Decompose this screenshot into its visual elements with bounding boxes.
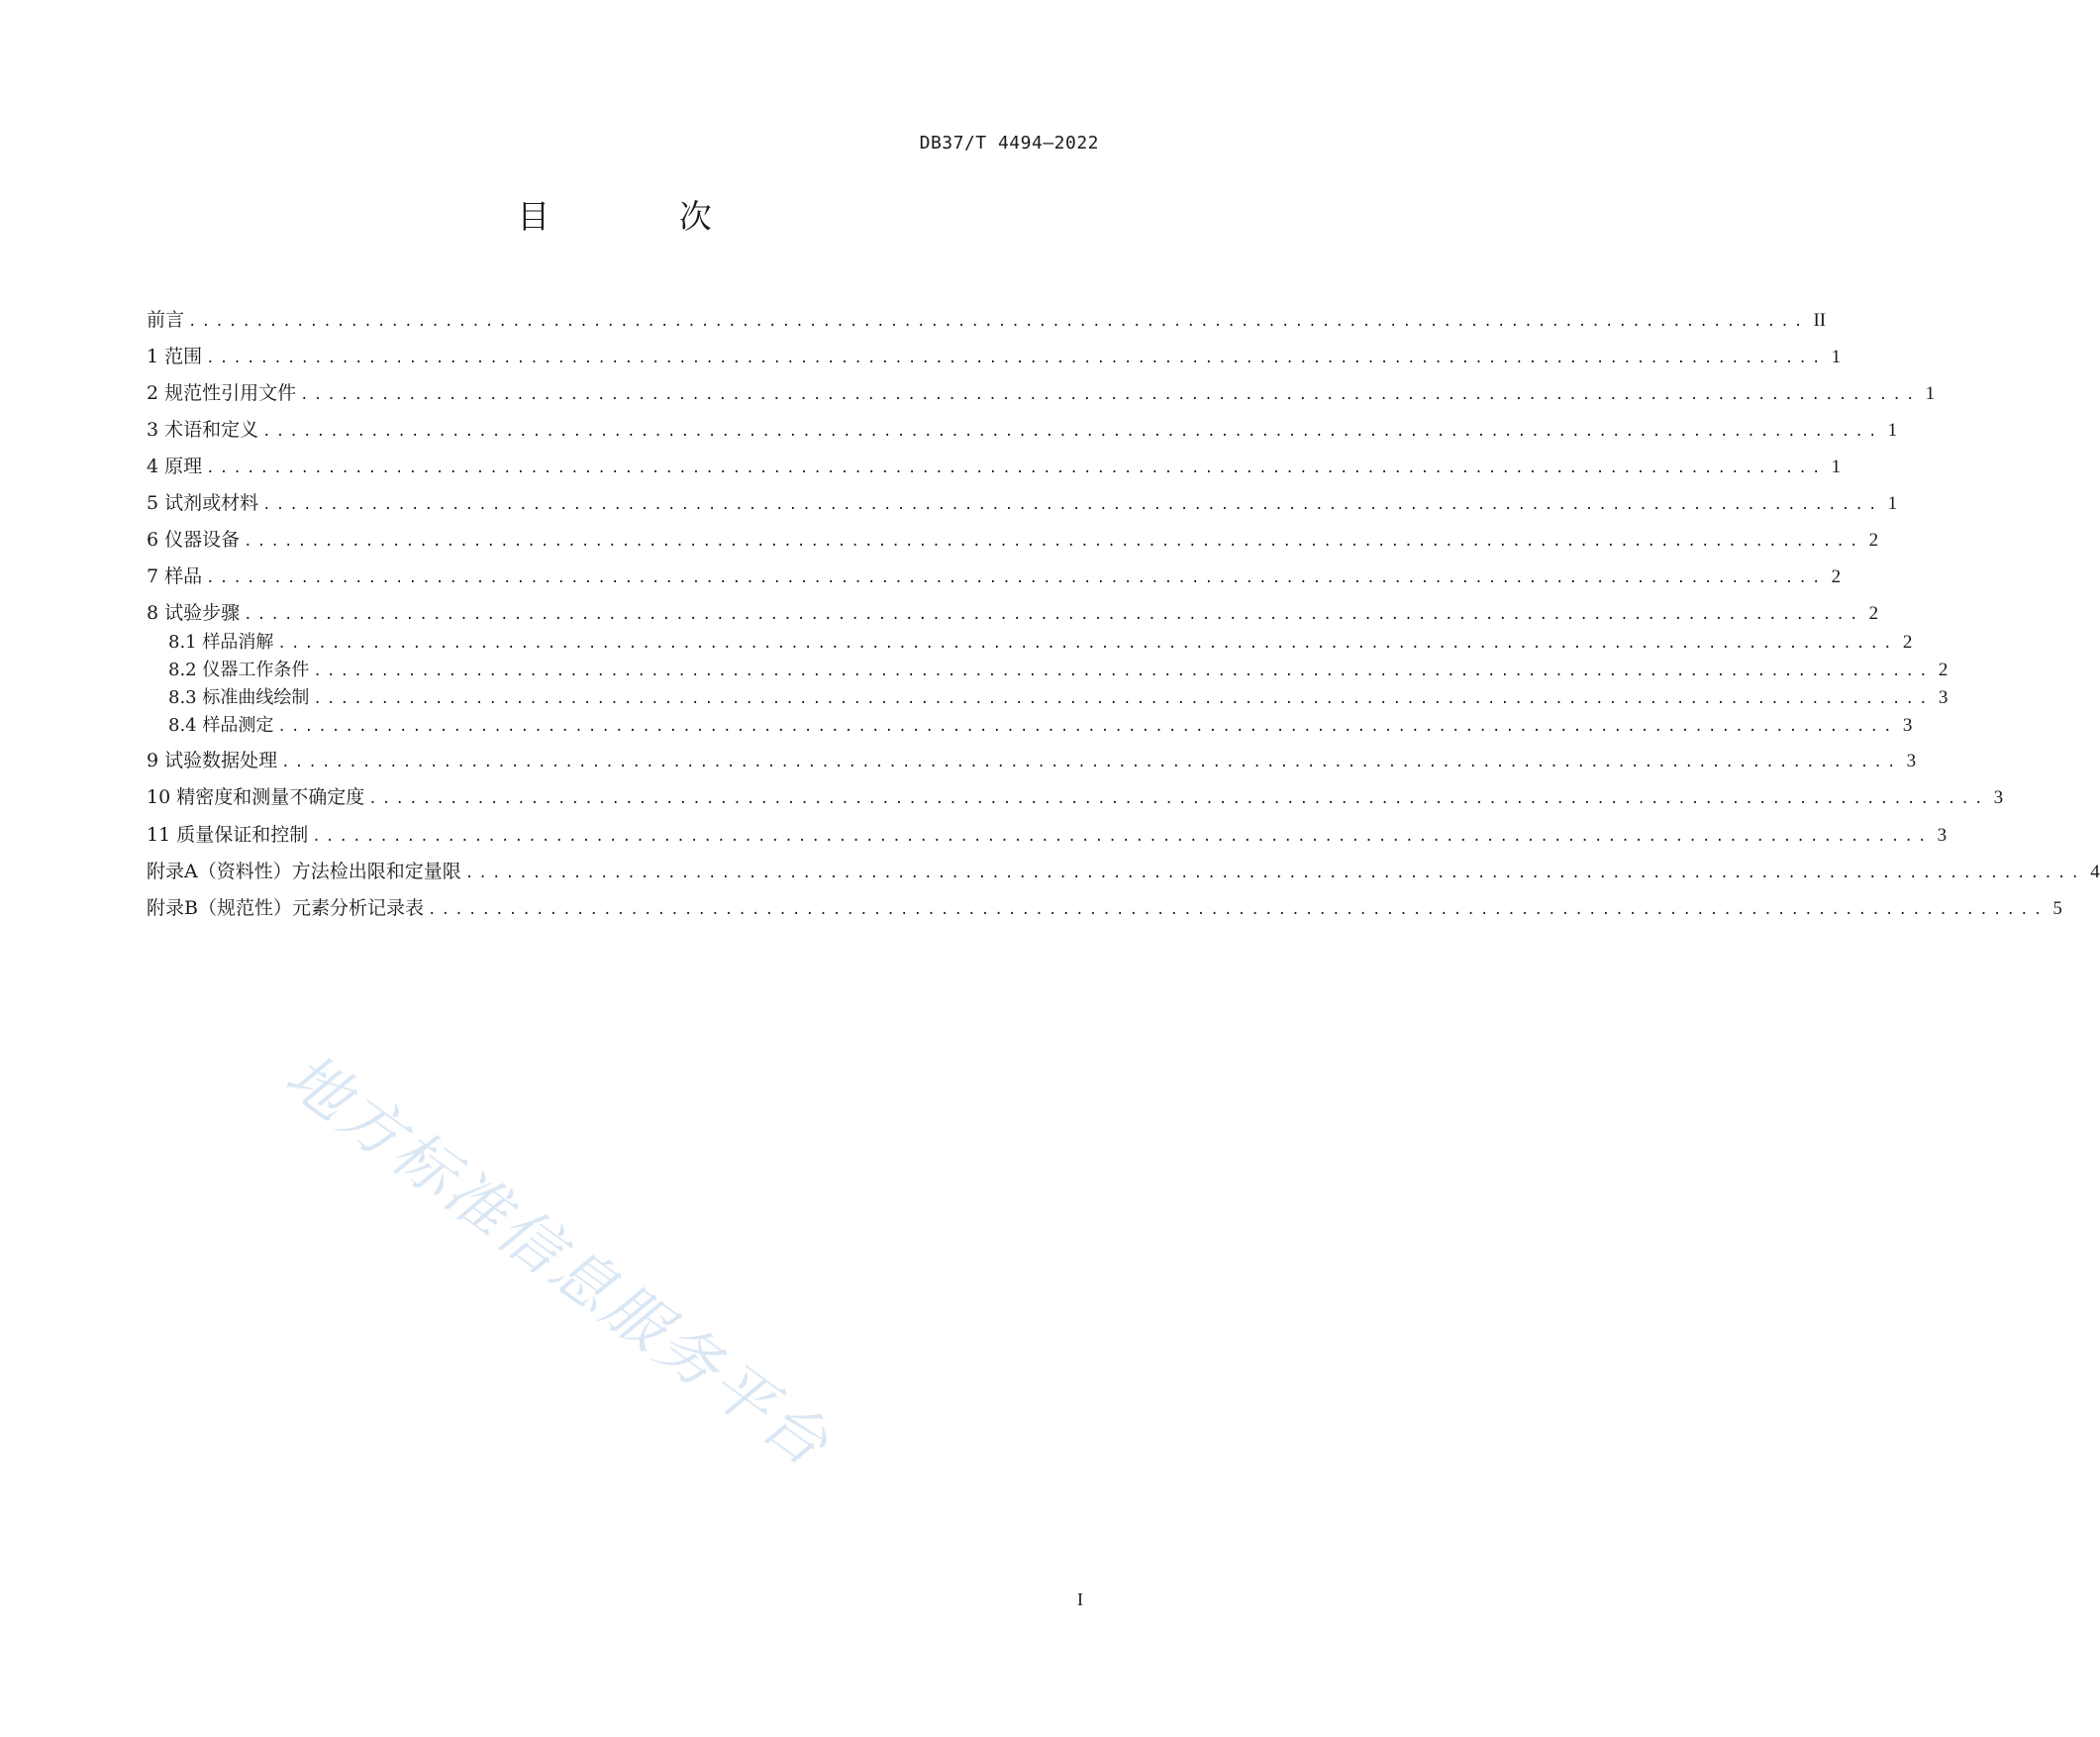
toc-entry[interactable] [147, 748, 1917, 773]
toc-label: 8 试验步骤 [147, 602, 241, 624]
toc-leader-dots: ........................................................................................................................ [313, 664, 1933, 679]
toc-leader-dots: ........................................................................................................................ [427, 902, 2048, 918]
toc-subentry[interactable] [168, 630, 1913, 656]
toc-page: 2 [1868, 603, 1879, 624]
toc-leader-dots: ........................................................................................................................ [281, 755, 1901, 770]
toc-leader-dots: ........................................................................................................................ [206, 570, 1826, 586]
toc-leader-dots: ........................................................................................................................ [188, 314, 1808, 330]
toc-leader-dots: ........................................................................................................................ [244, 607, 1863, 623]
toc-page: 1 [1887, 493, 1898, 514]
toc-page: 3 [1902, 715, 1913, 736]
toc-entry[interactable] [147, 417, 1898, 443]
toc-page: 3 [1993, 787, 2004, 808]
toc-leader-dots: ........................................................................................................................ [300, 387, 1920, 403]
watermark: 地方标准信息服务平台 [272, 1039, 845, 1482]
toc-leader-dots: ........................................................................................................................ [262, 424, 1882, 440]
toc-leader-dots: ........................................................................................................................ [312, 829, 1932, 845]
page-title: 目 次 [517, 197, 771, 236]
toc-entry[interactable] [147, 784, 2004, 810]
toc-page: 1 [1925, 383, 1936, 404]
toc-page: 3 [1906, 751, 1917, 771]
toc-label: 8.1 样品消解 [168, 632, 274, 653]
toc-leader-dots: ........................................................................................................................ [313, 691, 1933, 707]
toc-label: 8.3 标准曲线绘制 [168, 687, 310, 708]
toc-entry[interactable] [147, 380, 1936, 406]
toc-entry[interactable] [147, 490, 1898, 516]
toc-subentry[interactable] [168, 658, 1949, 683]
doc-code: DB37/T 4494—2022 [919, 133, 1099, 153]
toc-leader-dots: ........................................................................................................................ [262, 497, 1882, 513]
toc-leader-dots: ........................................................................................................................ [464, 866, 2085, 881]
toc-entry[interactable] [147, 527, 1879, 553]
toc-entry[interactable] [147, 822, 1948, 848]
toc-page: 2 [1902, 632, 1913, 653]
toc-label: 8.2 仪器工作条件 [168, 660, 310, 680]
toc-leader-dots: ........................................................................................................................ [368, 791, 1988, 807]
toc-label: 5 试剂或材料 [147, 492, 259, 514]
toc-entry[interactable] [147, 454, 1842, 479]
toc-label: 9 试验数据处理 [147, 750, 278, 771]
toc-label: 11 质量保证和控制 [147, 824, 309, 846]
toc-entry[interactable] [147, 344, 1842, 369]
toc-subentry[interactable] [168, 713, 1913, 739]
toc-label: 3 术语和定义 [147, 419, 259, 441]
toc-leader-dots: ........................................................................................................................ [206, 351, 1826, 366]
toc-entry[interactable] [147, 307, 1827, 333]
toc-page: 3 [1938, 687, 1949, 708]
toc-label: 7 样品 [147, 565, 203, 587]
toc-page: 3 [1937, 825, 1948, 846]
toc-page: 4 [2090, 862, 2100, 882]
toc-page: 2 [1938, 660, 1949, 680]
toc-entry[interactable] [147, 859, 2100, 884]
toc-page: 1 [1831, 347, 1842, 367]
toc-label: 10 精密度和测量不确定度 [147, 786, 365, 808]
toc-leader-dots: ........................................................................................................................ [277, 636, 1897, 652]
toc-entry[interactable] [147, 600, 1879, 626]
toc-page: 2 [1831, 566, 1842, 587]
page-number: I [1077, 1589, 1083, 1609]
toc-label: 附录A（资料性）方法检出限和定量限 [147, 861, 461, 882]
toc-leader-dots: ........................................................................................................................ [277, 719, 1897, 735]
toc-page: II [1813, 310, 1827, 331]
toc-label: 2 规范性引用文件 [147, 382, 297, 404]
toc-label: 前言 [147, 309, 185, 331]
toc-page: 2 [1868, 530, 1879, 551]
toc-label: 1 范围 [147, 346, 203, 367]
toc-label: 8.4 样品测定 [168, 715, 274, 736]
toc-page: 5 [2052, 898, 2062, 919]
toc-leader-dots: ........................................................................................................................ [244, 534, 1863, 550]
toc-page: 1 [1831, 457, 1842, 477]
toc-label: 6 仪器设备 [147, 529, 241, 551]
toc-label: 4 原理 [147, 456, 203, 477]
toc-entry[interactable] [147, 563, 1842, 589]
toc-entry[interactable] [147, 895, 2062, 921]
toc-page: 1 [1887, 420, 1898, 441]
toc-label: 附录B（规范性）元素分析记录表 [147, 897, 424, 919]
toc-subentry[interactable] [168, 685, 1949, 711]
toc-leader-dots: ........................................................................................................................ [206, 460, 1826, 476]
